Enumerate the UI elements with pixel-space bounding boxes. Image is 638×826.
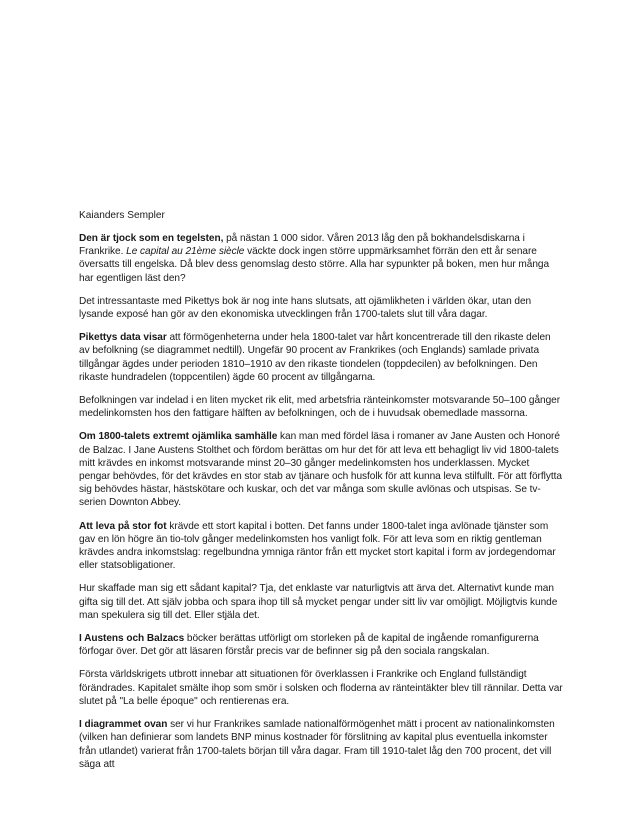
document-page bbox=[79, 209, 563, 781]
paragraph-text: Det intressantaste med Pikettys bok är nog inte hans slutsats, att ojämlikheten i världen ökar, utan den lysande exposé han gör av den ekonomiska utvecklingen från 1700-talets slut till våra dagar. bbox=[79, 295, 532, 321]
paragraph-text: Befolkningen var indelad i en liten mycket rik elit, med arbetsfria ränteinkomster motsvarande 50–100 gånger medelinkomsten hos den fattigare hälften av befolkningen, och de i huvudsak obemedlade massorna. bbox=[79, 395, 561, 420]
paragraph bbox=[79, 430, 563, 509]
paragraph bbox=[79, 668, 563, 708]
paragraph bbox=[79, 232, 563, 285]
paragraph-text: krävde ett stort kapital i botten. Det fanns under 1800-talet inga avlönade tjänster som gav en lön högre än tio-tolv gånger medelinkomsten hos vanligt folk. För att leva som en riktig gentleman krävdes andra inkomstslag: regelbundna ymniga räntor från ett mycket stort kapital i form av jordegendomar eller statsobligationer. bbox=[79, 520, 556, 572]
paragraph-text: väckte dock ingen större uppmärksamhet förrän den ett år senare översatts till engelska. Då blev dess genomslag desto större. Alla har sypunkter på boken, men hur många har egentligen läst den? bbox=[79, 246, 550, 284]
italic-title: Le capital au 21ème siècle bbox=[126, 246, 245, 258]
paragraph bbox=[79, 632, 563, 658]
paragraph bbox=[79, 331, 563, 384]
paragraph-text: böcker berättas utförligt om storleken på de kapital de ingående romanfigurerna förfogar över. Det gör att läsaren förstår precis var de befinner sig på den sociala rangskalan. bbox=[79, 633, 539, 658]
paragraph-lead: Den är tjock som en tegelsten, bbox=[79, 233, 224, 244]
paragraph-text: på nästan 1 000 sidor. Våren 2013 låg den på bokhandelsdiskarna i Frankrike. bbox=[79, 233, 525, 258]
paragraph-lead: Pikettys data visar bbox=[79, 332, 167, 344]
paragraph-text: kan man med fördel läsa i romaner av Jane Austen och Honoré de Balzac. I Jane Austens Stolthet och fördom berättas om hur det för att leva ett behagligt liv vid 1800-talets mitt krävdes en inkomst motsvarande minst 20–30 gånger medelinkomsten hos underklassen. Mycket pengar behövdes, för det krävdes en stor stab av tjänare och husfolk för att kunna leva stilfullt. För att förflytta sig behövdes hästar, hästskötare och kuskar, och det var många som skulle avlönas och utspisas. Se tv-serien Downton Abbey. bbox=[79, 431, 562, 509]
paragraph-text: ser vi hur Frankrikes samlade nationalförmögenhet mätt i procent av nationalinkomsten (vilken han definierar som landets BNP minus kostnader för förslitning av kapital plus eventuella inkomster från utlandet) varierat från 1700-talets början till våra dagar. Fram till 1910-talet låg den 700 procent, det vill säga att bbox=[79, 719, 555, 770]
paragraph-text: Hur skaffade man sig ett sådant kapital? Tja, det enklaste var naturligtvis att ärva det. Alternativt kunde man gifta sig till det. Att själv jobba och spara ihop till så mycket pengar under sitt liv var omöjligt. Möjligtvis kunde man spekulera sig till det. Eller stjäla det. bbox=[79, 583, 558, 621]
paragraph bbox=[79, 582, 563, 622]
paragraph-lead: I diagrammet ovan bbox=[79, 719, 168, 731]
paragraph-lead: Att leva på stor fot bbox=[79, 520, 167, 532]
paragraph bbox=[79, 295, 563, 321]
paragraph-text: att förmögenheterna under hela 1800-talet var hårt koncentrerade till den rikaste delen av befolkning (se diagrammet nedtill). Ungefär 90 procent av Frankrikes (och Englands) samlade privata tillgångar ägdes under perioden 1810–1910 av den rikaste tiondelen (toppdecilen) av befolkningen. Den rikaste hundradelen (toppcentilen) ägde 60 procent av tillgångarna. bbox=[79, 332, 551, 383]
paragraph bbox=[79, 520, 563, 573]
paragraph bbox=[79, 394, 563, 420]
paragraph-lead: I Austens och Balzacs bbox=[79, 633, 185, 645]
article-body bbox=[79, 232, 563, 771]
paragraph bbox=[79, 718, 563, 771]
author-name: Kaianders Sempler bbox=[79, 210, 165, 221]
paragraph-text: Första världskrigets utbrott innebar att situationen för överklassen i Frankrike och England fullständigt förändrades. Kapitalet smälte ihop som smör i solsken och floderna av ränteintäkter blev till rännilar. Detta var slutet på "La belle époque" och rentierenas era. bbox=[79, 669, 563, 707]
paragraph-lead: Om 1800-talets extremt ojämlika samhälle bbox=[79, 431, 278, 443]
